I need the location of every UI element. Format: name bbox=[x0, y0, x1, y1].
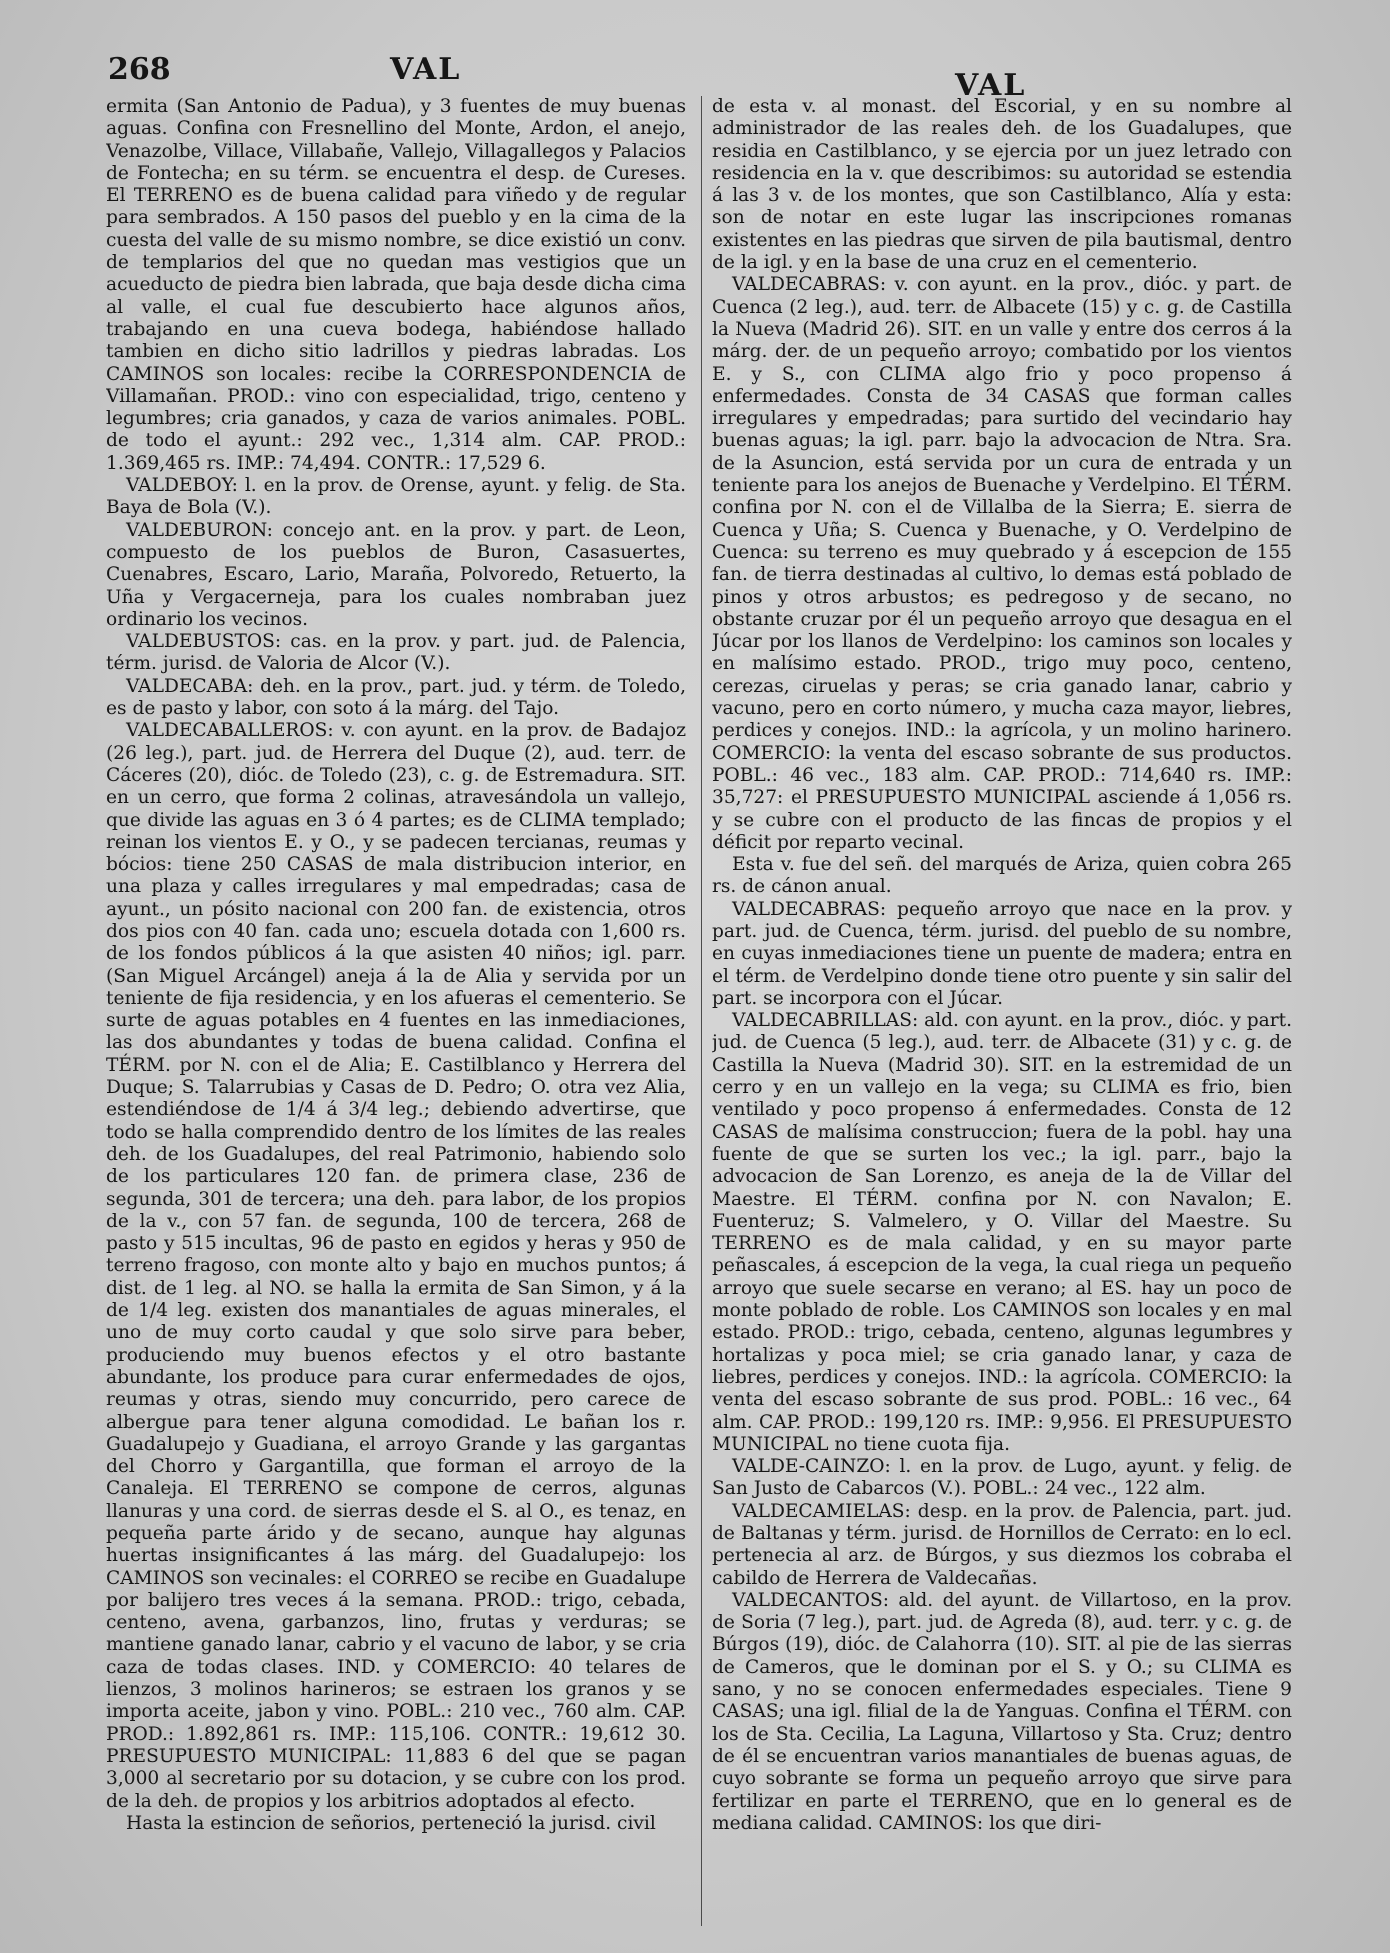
running-head-left: VAL bbox=[390, 52, 462, 87]
left-column bbox=[106, 96, 686, 1926]
page-number: 268 bbox=[108, 52, 171, 87]
entry-valdecaba: VALDECABA: deh. en la prov., part. jud. y térm. de Toledo, es de pasto y labor, con soto á la márg. del Tajo. bbox=[106, 675, 686, 720]
text-paragraph: Hasta la estincion de señorios, perteneció la jurisd. civil bbox=[126, 1812, 656, 1834]
entry-valdecamielas: VALDECAMIELAS: desp. en la prov. de Palencia, part. jud. de Baltanas y térm. jurisd. de Hornillos de Cerrato: en lo ecl. pertenecia al arz. de Búrgos, y sus diezmos los cobraba el cabildo de Herrera de Valdecañas. bbox=[712, 1500, 1292, 1589]
entry-valdeburon: VALDEBURON: concejo ant. en la prov. y part. de Leon, compuesto de los pueblos de Buron, Casasuertes, Cuenabres, Escaro, Lario, Maraña, Polvoredo, Retuerto, la Uña y Vergacerneja, para los cuales nombraban juez ordinario los vecinos. bbox=[106, 519, 686, 630]
right-column bbox=[712, 96, 1292, 1926]
text-paragraph: de esta v. al monast. del Escorial, y en su nombre al administrador de las reales deh. de los Guadalupes, que residia en Castilblanco, y se ejercia por un juez letrado con residencia en la v. que describimos: su autoridad se estendia á las 3 v. de los montes, que son Castilblanco, Alía y esta: son de notar en este lugar las inscripciones romanas existentes en las piedras que sirven de pila bautismal, dentro de la igl. y en la base de una cruz en el cementerio. bbox=[712, 96, 1292, 274]
entry-valdecabrillas: VALDECABRILLAS: ald. con ayunt. en la prov., dióc. y part. jud. de Cuenca (5 leg.), aud. terr. de Albacete (31) y c. g. de Castilla la Nueva (Madrid 30). SIT. en la estremidad de un cerro y en un vallejo en la vega; su CLIMA es frio, bien ventilado y poco propenso á enfermedades. Consta de 12 CASAS de malísima construccion; fuera de la pobl. hay una fuente de que se surten los vec.; la igl. parr., bajo la advocacion de San Lorenzo, es aneja de la de Villar del Maestre. El TÉRM. confina por N. con Navalon; E. Fuenteruz; S. Valmelero, y O. Villar del Maestre. Su TERRENO es de mala calidad, y en su mayor parte peñascales, á escepcion de la vega, la cual riega un pequeño arroyo que suele secarse en verano; al ES. hay un poco de monte poblado de roble. Los CAMINOS son locales y en mal estado. PROD.: trigo, cebada, centeno, algunas legumbres y hortalizas y poca miel; se cria ganado lanar, y caza de liebres, perdices y conejos. IND.: la agrícola. COMERCIO: la venta del escaso sobrante de sus prod. POBL.: 16 vec., 64 alm. CAP. PROD.: 199,120 rs. IMP.: 9,956. El PRESUPUESTO MUNICIPAL no tiene cuota fija. bbox=[712, 1010, 1292, 1455]
entry-valdecaballeros: VALDECABALLEROS: v. con ayunt. en la prov. de Badajoz (26 leg.), part. jud. de Herrera del Duque (2), aud. terr. de Cáceres (20), dióc. de Toledo (23), c. g. de Estremadura. SIT. en un cerro, que forma 2 colinas, atravesándola un vallejo, que divide las aguas en 3 ó 4 partes; es de CLIMA templado; reinan los vientos E. y O., y se padecen tercianas, reumas y bócios: tiene 250 CASAS de mala distribucion interior, en una plaza y calles irregulares y mal empedradas; casa de ayunt., un pósito nacional con 200 fan. de existencia, otros dos pios con 40 fan. cada uno; escuela dotada con 1,600 rs. de los fondos públicos á la que asisten 40 niños; igl. parr. (San Miguel Arcángel) aneja á la de Alia y servida por un teniente de fija residencia, y en los afueras el cementerio. Se surte de aguas potables en 4 fuentes en las inmediaciones, las dos abundantes y todas de buena calidad. Confina el TÉRM. por N. con el de Alia; E. Castilblanco y Herrera del Duque; S. Talarrubias y Casas de D. Pedro; O. otra vez Alia, estendiéndose de 1/4 á 3/4 leg.; debiendo advertirse, que todo se halla comprendido dentro de los límites de las reales deh. de los Guadalupes, del real Patrimonio, habiendo solo de los particulares 120 fan. de primera clase, 236 de segunda, 301 de tercera; una deh. para labor, de los propios de la v., con 57 fan. de segunda, 100 de tercera, 268 de pasto y 515 incultas, 96 de pasto en egidos y heras y 950 de terreno fragoso, con monte alto y bajo en muchos puntos; á dist. de 1 leg. al NO. se halla la ermita de San Simon, y á la de 1/4 leg. existen dos manantiales de aguas minerales, el uno de muy corto caudal y que solo sirve para beber, produciendo muy buenos efectos y el otro bastante abundante, los produce para curar enfermedades de ojos, reumas y otras, siendo muy concurrido, pero carece de albergue para tener alguna comodidad. Le bañan los r. Guadalupejo y Guadiana, el arroyo Grande y las gargantas del Chorro y Gargantilla, que forman el arroyo de la Canaleja. El TERRENO se compone de cerros, algunas llanuras y una cord. de sierras desde el S. al O., es tenaz, en pequeña parte árido y de secano, aunque hay algunas huertas insignificantes á las márg. del Guadalupejo: los CAMINOS son vecinales: el CORREO se recibe en Guadalupe por balijero tres veces á la semana. PROD.: trigo, cebada, centeno, avena, garbanzos, lino, frutas y verduras; se mantiene ganado lanar, cabrio y el vacuno de labor, y se cria caza de todas clases. IND. y COMERCIO: 40 telares de lienzos, 3 molinos harineros; se estraen los granos y se importa aceite, jabon y vino. POBL.: 210 vec., 760 alm. CAP. PROD.: 1.892,861 rs. IMP.: 115,106. CONTR.: 19,612 30. PRESUPUESTO MUNICIPAL: 11,883 6 del que se pagan 3,000 al secretario por su dotacion, y se cubre con los prod. de la deh. de propios y los arbitrios adoptados al efecto. bbox=[106, 720, 686, 1812]
text-paragraph: ermita (San Antonio de Padua), y 3 fuentes de muy buenas aguas. Confina con Fresnellino del Monte, Ardon, el anejo, Venazolbe, Villace, Villabañe, Vallejo, Villagallegos y Palacios de Fontecha; en su térm. se encuentra el desp. de Cureses. El TERRENO es de buena calidad para viñedo y de regular para sembrados. A 150 pasos del pueblo y en la cima de la cuesta del valle de su mismo nombre, se dice existió un conv. de templarios del que no quedan mas vestigios que un acueducto de piedra bien labrada, que baja desde dicha cima al valle, el cual fue descubierto hace algunos años, trabajando en una cueva bodega, habiéndose hallado tambien en dicho sitio ladrillos y piedras labradas. Los CAMINOS son locales: recibe la CORRESPONDENCIA de Villamañan. PROD.: vino con especialidad, trigo, centeno y legumbres; cria ganados, y caza de varios animales. POBL. de todo el ayunt.: 292 vec., 1,314 alm. CAP. PROD.: 1.369,465 rs. IMP.: 74,494. CONTR.: 17,529 6. bbox=[106, 96, 686, 474]
page-header bbox=[108, 52, 708, 96]
entry-valde-cainzo: VALDE-CAINZO: l. en la prov. de Lugo, ayunt. y felig. de San Justo de Cabarcos (V.). POBL.: 24 vec., 122 alm. bbox=[712, 1456, 1292, 1500]
entry-valdecantos: VALDECANTOS: ald. del ayunt. de Villartoso, en la prov. de Soria (7 leg.), part. jud. de Agreda (8), aud. terr. y c. g. de Búrgos (19), dióc. de Calahorra (10). SIT. al pie de las sierras de Cameros, que le dominan por el S. y O.; su CLIMA es sano, y no se conocen enfermedades especiales. Tiene 9 CASAS; una igl. filial de la de Yanguas. Confina el TÉRM. con los de Sta. Cecilia, La Laguna, Villartoso y Sta. Cruz; dentro de él se encuentran varios manantiales de buenas aguas, de cuyo sobrante se forma un pequeño arroyo que sirve para fertilizar en parte el TERRENO, que en lo general es de mediana calidad. CAMINOS: los que diri- bbox=[712, 1589, 1292, 1834]
entry-valdeboy: VALDEBOY: l. en la prov. de Orense, ayunt. y felig. de Sta. Baya de Bola (V.). bbox=[106, 475, 686, 519]
text-paragraph: Esta v. fue del señ. del marqués de Ariza, quien cobra 265 rs. de cánon anual. bbox=[712, 854, 1292, 898]
column-divider bbox=[701, 96, 702, 1926]
running-head-right: VAL bbox=[955, 68, 1027, 103]
entry-valdecabras: VALDECABRAS: v. con ayunt. en la prov., dióc. y part. de Cuenca (2 leg.), aud. terr. de Albacete (15) y c. g. de Castilla la Nueva (Madrid 26). SIT. en un valle y entre dos cerros á la márg. der. de un pequeño arroyo; combatido por los vientos E. y S., con CLIMA algo frio y poco propenso á enfermedades. Consta de 34 CASAS que forman calles irregulares y empedradas; para surtido del vecindario hay buenas aguas; la igl. parr. bajo la advocacion de Ntra. Sra. de la Asuncion, está servida por un cura de entrada y un teniente para los anejos de Buenache y Verdelpino. El TÉRM. confina por N. con el de Villalba de la Sierra; E. sierra de Cuenca y Uña; S. Cuenca y Buenache, y O. Verdelpino de Cuenca: su terreno es muy quebrado y á escepcion de 155 fan. de tierra destinadas al cultivo, lo demas está poblado de pinos y otros arbustos; es pedregoso y de secano, no obstante cruzar por él un pequeño arroyo que desagua en el Júcar por los llanos de Verdelpino: los caminos son locales y en malísimo estado. PROD., trigo muy poco, centeno, cerezas, ciruelas y peras; se cria ganado lanar, cabrio y vacuno, pero en corto número, y mucha caza mayor, liebres, perdices y conejos. IND.: la agrícola, y un molino harinero. COMERCIO: la venta del escaso sobrante de sus productos. POBL.: 46 vec., 183 alm. CAP. PROD.: 714,640 rs. IMP.: 35,727: el PRESUPUESTO MUNICIPAL asciende á 1,056 rs. y se cubre con el producto de las fincas de propios y el déficit por reparto vecinal. bbox=[712, 274, 1292, 853]
entry-valdecabras-arroyo: VALDECABRAS: pequeño arroyo que nace en la prov. y part. jud. de Cuenca, térm. jurisd. del pueblo de su nombre, en cuyas inmediaciones tiene un puente de madera; entra en el térm. de Verdelpino donde tiene otro puente y sin salir del part. se incorpora con el Júcar. bbox=[712, 898, 1292, 1009]
entry-valdebustos: VALDEBUSTOS: cas. en la prov. y part. jud. de Palencia, térm. jurisd. de Valoria de Alcor (V.). bbox=[106, 631, 686, 675]
